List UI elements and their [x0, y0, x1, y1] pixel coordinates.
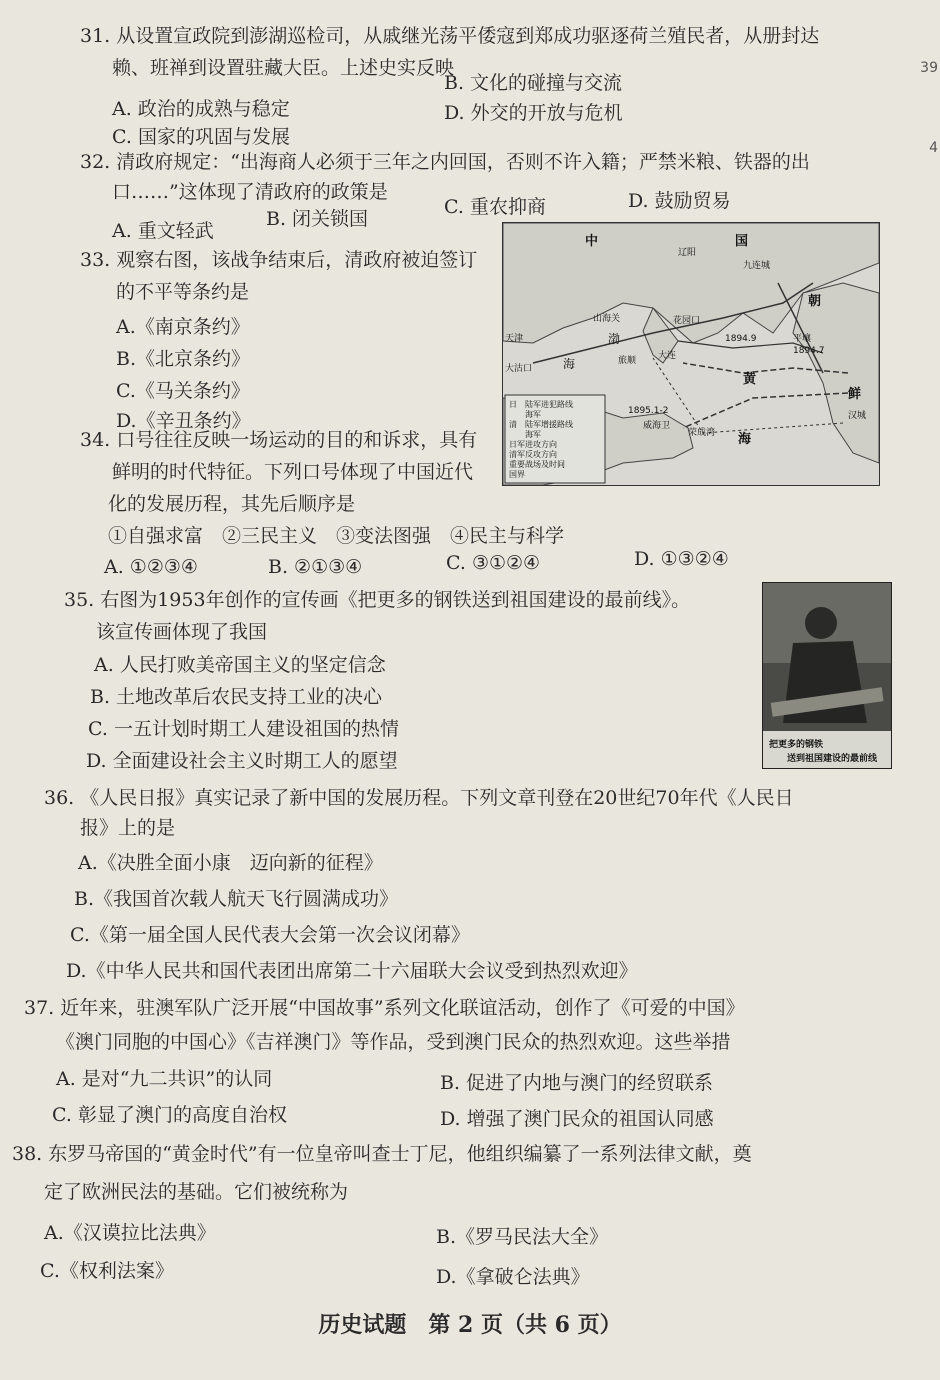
- q31-option-a[interactable]: A. 政治的成熟与稳定: [112, 98, 290, 120]
- propaganda-poster: [762, 582, 892, 769]
- q31-option-d[interactable]: D. 外交的开放与危机: [444, 102, 623, 124]
- map-label-date1: 1894.9: [725, 334, 757, 344]
- q31-stem-line2: 赖、班禅到设置驻藏大臣。上述史实反映: [112, 57, 455, 79]
- margin-fragment-mid: 4: [929, 140, 938, 156]
- q38-option-c[interactable]: C.《权利法案》: [40, 1260, 174, 1282]
- map-label-tianjin: 天津: [505, 334, 524, 344]
- page-footer: 历史试题 第 2 页（共 6 页）: [318, 1312, 622, 1338]
- q37-stem-line1: 37. 近年来，驻澳军队广泛开展“中国故事”系列文化联谊活动，创作了《可爱的中国》: [24, 997, 745, 1019]
- map-label-hai2: 海: [738, 432, 752, 447]
- map-label-dagukou: 大沽口: [505, 364, 533, 374]
- q33-option-c[interactable]: C.《马关条约》: [116, 380, 250, 402]
- question-number: 34.: [80, 429, 111, 451]
- q35-option-d[interactable]: D. 全面建设社会主义时期工人的愿望: [86, 750, 398, 772]
- sino-japanese-war-map: [502, 222, 880, 486]
- q36-stem-line2: 报》上的是: [80, 817, 176, 839]
- legend-item-2: 海军: [509, 410, 541, 419]
- q36-stem-line1: 36. 《人民日报》真实记录了新中国的发展历程。下列文章刊登在20世纪70年代《人民日: [44, 787, 794, 809]
- question-number: 33.: [80, 249, 111, 271]
- map-label-dalian: 大连: [658, 351, 677, 361]
- map-label-weihaiwei: 威海卫: [643, 421, 671, 431]
- question-number: 31.: [80, 25, 111, 47]
- legend-item-8: 国界: [509, 470, 525, 479]
- q32-option-a[interactable]: A. 重文轻武: [112, 220, 214, 242]
- q35-option-c[interactable]: C. 一五计划时期工人建设祖国的热情: [88, 718, 399, 740]
- q38-option-d[interactable]: D.《拿破仑法典》: [436, 1266, 590, 1288]
- q38-stem-line1: 38. 东罗马帝国的“黄金时代”有一位皇帝叫查士丁尼，他组织编纂了一系列法律文献，奠: [12, 1143, 752, 1165]
- q36-option-c[interactable]: C.《第一届全国人民代表大会第一次会议闭幕》: [70, 924, 470, 946]
- map-svg: [503, 223, 879, 485]
- question-number: 35.: [64, 589, 95, 611]
- q35-stem-line2: 该宣传画体现了我国: [96, 621, 268, 643]
- q33-stem-line1: 33. 观察右图，该战争结束后，清政府被迫签订: [80, 249, 478, 271]
- q36-option-b[interactable]: B.《我国首次载人航天飞行圆满成功》: [74, 888, 399, 910]
- q33-stem-line2: 的不平等条约是: [116, 281, 250, 303]
- map-label-guo: 国: [735, 234, 749, 249]
- map-label-hancheng: 汉城: [848, 411, 867, 421]
- question-number: 36.: [44, 787, 75, 809]
- q37-option-d[interactable]: D. 增强了澳门民众的祖国认同感: [440, 1108, 714, 1130]
- q34-items: ①自强求富 ②三民主义 ③变法图强 ④民主与科学: [108, 525, 565, 547]
- map-label-date2: 1894.7: [793, 346, 825, 356]
- q36-option-d[interactable]: D.《中华人民共和国代表团出席第二十六届联大会议受到热烈欢迎》: [66, 960, 638, 982]
- q34-option-d[interactable]: D. ①③②④: [634, 548, 729, 570]
- map-label-date3: 1895.1-2: [628, 406, 669, 416]
- q36-option-a[interactable]: A.《决胜全面小康 迈向新的征程》: [78, 852, 383, 874]
- map-label-huang: 黄: [743, 372, 757, 387]
- question-number: 38.: [12, 1143, 43, 1165]
- map-label-bo: 渤: [608, 332, 621, 346]
- map-label-shanhaiguan: 山海关: [593, 314, 621, 324]
- legend-item-5: 日军进攻方向: [509, 440, 557, 449]
- q37-option-c[interactable]: C. 彰显了澳门的高度自治权: [52, 1104, 287, 1126]
- map-label-hai: 海: [563, 357, 576, 371]
- q32-stem-line1: 32. 清政府规定：“出海商人必须于三年之内回国，否则不许入籍；严禁米粮、铁器的出: [80, 151, 810, 173]
- q37-option-b[interactable]: B. 促进了内地与澳门的经贸联系: [440, 1072, 714, 1094]
- question-number: 37.: [24, 997, 55, 1019]
- map-label-pingrang: 平壤: [793, 334, 812, 344]
- q32-option-c[interactable]: C. 重农抑商: [444, 196, 546, 218]
- legend-item-3: 清 陆军增援路线: [509, 420, 573, 429]
- poster-worker-head: [805, 607, 837, 639]
- q31-option-b[interactable]: B. 文化的碰撞与交流: [444, 72, 623, 94]
- map-label-chao: 朝: [808, 294, 822, 309]
- q33-option-d[interactable]: D.《辛丑条约》: [116, 410, 251, 432]
- q35-option-a[interactable]: A. 人民打败美帝国主义的坚定信念: [94, 654, 386, 676]
- q33-option-b[interactable]: B.《北京条约》: [116, 348, 251, 370]
- map-label-zhong: 中: [585, 234, 599, 249]
- legend-item-1: 日 陆军进犯路线: [509, 400, 573, 409]
- q31-option-c[interactable]: C. 国家的巩固与发展: [112, 126, 290, 148]
- q32-option-d[interactable]: D. 鼓励贸易: [628, 190, 731, 212]
- q35-option-b[interactable]: B. 土地改革后农民支持工业的决心: [90, 686, 383, 708]
- question-number: 32.: [80, 151, 111, 173]
- margin-fragment-top: 39: [920, 60, 938, 76]
- poster-caption-line1: 把更多的钢铁: [769, 740, 824, 750]
- q38-stem-line2: 定了欧洲民法的基础。它们被统称为: [44, 1181, 349, 1203]
- legend-item-6: 清军反攻方向: [509, 450, 557, 459]
- poster-svg: [763, 583, 891, 768]
- q34-stem-line3: 化的发展历程，其先后顺序是: [108, 493, 356, 515]
- q37-option-a[interactable]: A. 是对“九二共识”的认同: [56, 1068, 273, 1090]
- poster-caption-line2: 送到祖国建设的最前线: [787, 754, 878, 764]
- q31-stem-line1: 31. 从设置宣政院到澎湖巡检司，从戚继光荡平倭寇到郑成功驱逐荷兰殖民者，从册封达: [80, 25, 820, 47]
- map-label-xian: 鲜: [848, 387, 862, 402]
- map-label-liaoyang: 辽阳: [678, 248, 697, 258]
- legend-item-7: 重要战场及时间: [509, 460, 565, 469]
- q37-stem-line2: 《澳门同胞的中国心》《吉祥澳门》等作品，受到澳门民众的热烈欢迎。这些举措: [56, 1031, 731, 1053]
- q35-stem-line1: 35. 右图为1953年创作的宣传画《把更多的钢铁送到祖国建设的最前线》。: [64, 589, 691, 611]
- map-label-jiulian: 九连城: [743, 261, 771, 271]
- q34-option-c[interactable]: C. ③①②④: [446, 552, 541, 574]
- q34-stem-line1: 34. 口号往往反映一场运动的目的和诉求，具有: [80, 429, 478, 451]
- legend-item-4: 海军: [509, 430, 541, 439]
- q34-option-a[interactable]: A. ①②③④: [104, 556, 198, 578]
- q33-option-a[interactable]: A.《南京条约》: [116, 316, 250, 338]
- q32-stem-line2: 口……”这体现了清政府的政策是: [112, 181, 388, 203]
- q32-option-b[interactable]: B. 闭关锁国: [266, 208, 369, 230]
- q34-option-b[interactable]: B. ②①③④: [268, 556, 363, 578]
- q38-option-b[interactable]: B.《罗马民法大全》: [436, 1226, 609, 1248]
- map-label-lushun: 旅顺: [618, 356, 637, 366]
- q38-option-a[interactable]: A.《汉谟拉比法典》: [44, 1222, 216, 1244]
- q34-stem-line2: 鲜明的时代特征。下列口号体现了中国近代: [112, 461, 474, 483]
- map-label-huayuankou: 花园口: [673, 316, 701, 326]
- map-label-rongcheng: 荣成湾: [688, 428, 716, 438]
